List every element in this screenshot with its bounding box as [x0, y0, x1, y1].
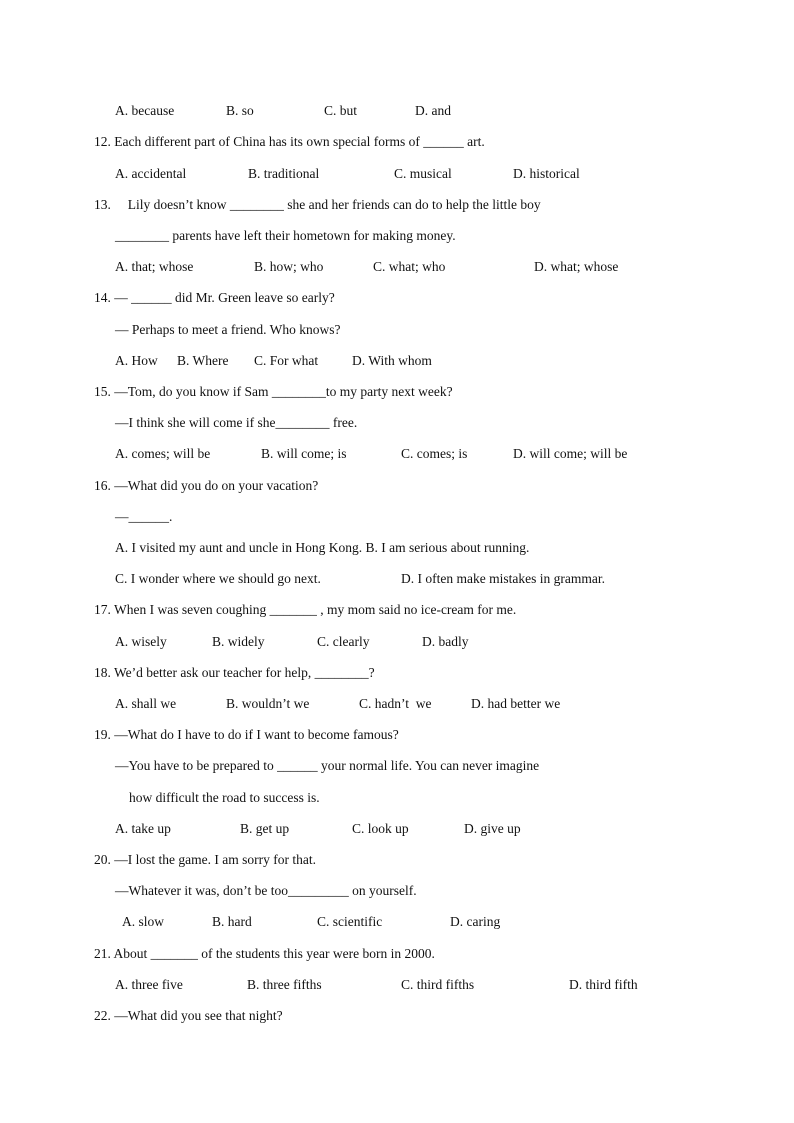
q20-reply: —Whatever it was, don’t be too_________ on yourself. [115, 883, 417, 898]
q20-stem: 20. —I lost the game. I am sorry for that. [94, 852, 316, 867]
q17-stem: 17. When I was seven coughing _______ , my mom said no ice-cream for me. [94, 602, 517, 617]
q15-option-d: D. will come; will be [513, 446, 628, 461]
q14-option-a: A. How [115, 353, 158, 368]
q14-stem: 14. — ______ did Mr. Green leave so early? [94, 290, 335, 305]
q16-option-d: D. I often make mistakes in grammar. [401, 571, 605, 586]
q16-option-c: C. I wonder where we should go next. [115, 571, 321, 586]
q15-option-b: B. will come; is [261, 446, 347, 461]
q12-option-a: A. accidental [115, 166, 187, 181]
q20-option-c: C. scientific [317, 914, 383, 929]
q15-stem: 15. —Tom, do you know if Sam ________to my party next week? [94, 384, 453, 399]
q21-option-d: D. third fifth [569, 977, 638, 992]
q21-stem: 21. About _______ of the students this year were born in 2000. [94, 946, 435, 961]
q21-option-c: C. third fifths [401, 977, 475, 992]
q19-option-b: B. get up [240, 821, 290, 836]
q17-option-b: B. widely [212, 634, 265, 649]
q19-reply-line2: how difficult the road to success is. [129, 790, 320, 805]
q13-option-a: A. that; whose [115, 259, 194, 274]
q17-option-c: C. clearly [317, 634, 370, 649]
q11-option-b: B. so [226, 103, 254, 118]
q15-option-c: C. comes; is [401, 446, 468, 461]
q20-option-b: B. hard [212, 914, 252, 929]
q19-stem: 19. —What do I have to do if I want to become famous? [94, 727, 399, 742]
q13-stem-line2: ________ parents have left their hometown for making money. [115, 228, 456, 243]
q17-option-a: A. wisely [115, 634, 167, 649]
q19-option-c: C. look up [352, 821, 409, 836]
q21-option-b: B. three fifths [247, 977, 322, 992]
q11-option-d: D. and [415, 103, 451, 118]
q16-reply: —______. [115, 509, 173, 524]
q22-stem: 22. —What did you see that night? [94, 1008, 283, 1023]
q12-option-c: C. musical [394, 166, 452, 181]
q11-option-a: A. because [115, 103, 175, 118]
q12-option-d: D. historical [513, 166, 580, 181]
q18-option-d: D. had better we [471, 696, 561, 711]
q14-reply: — Perhaps to meet a friend. Who knows? [115, 322, 341, 337]
q14-option-b: B. Where [177, 353, 229, 368]
q15-option-a: A. comes; will be [115, 446, 211, 461]
q17-option-d: D. badly [422, 634, 469, 649]
q15-reply: —I think she will come if she________ free. [115, 415, 358, 430]
q13-option-b: B. how; who [254, 259, 324, 274]
q18-option-a: A. shall we [115, 696, 177, 711]
q14-option-c: C. For what [254, 353, 319, 368]
q13-option-c: C. what; who [373, 259, 446, 274]
q20-option-d: D. caring [450, 914, 501, 929]
q20-option-a: A. slow [122, 914, 165, 929]
q16-stem: 16. —What did you do on your vacation? [94, 478, 319, 493]
q19-option-a: A. take up [115, 821, 171, 836]
q13-stem-line1: 13. Lily doesn’t know ________ she and her friends can do to help the little boy [94, 197, 541, 212]
q18-option-c: C. hadn’t we [359, 696, 432, 711]
q16-options-row1: A. I visited my aunt and uncle in Hong Kong. B. I am serious about running. [115, 540, 530, 555]
q19-option-d: D. give up [464, 821, 521, 836]
q21-option-a: A. three five [115, 977, 183, 992]
q14-option-d: D. With whom [352, 353, 432, 368]
q12-stem: 12. Each different part of China has its own special forms of ______ art. [94, 134, 485, 149]
q18-option-b: B. wouldn’t we [226, 696, 310, 711]
q19-reply-line1: —You have to be prepared to ______ your normal life. You can never imagine [115, 758, 540, 773]
q12-option-b: B. traditional [248, 166, 320, 181]
q11-option-c: C. but [324, 103, 358, 118]
q13-option-d: D. what; whose [534, 259, 619, 274]
q18-stem: 18. We’d better ask our teacher for help, ________? [94, 665, 375, 680]
